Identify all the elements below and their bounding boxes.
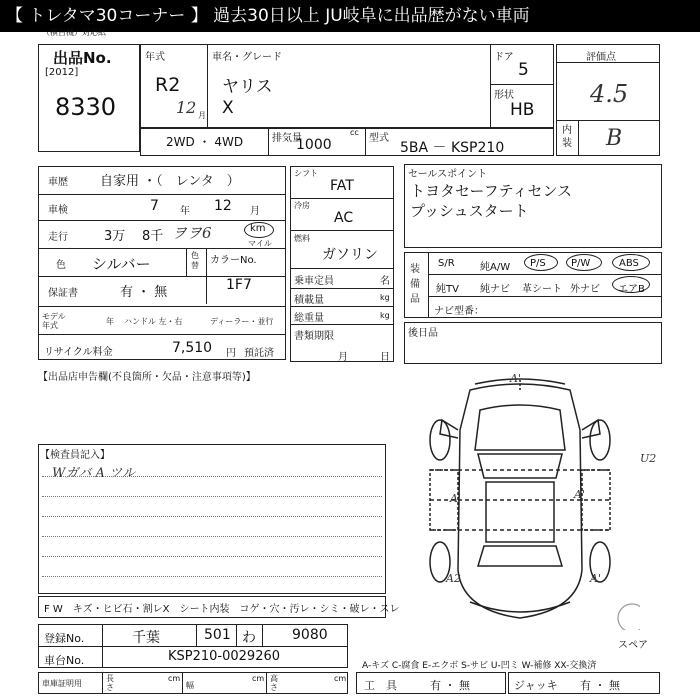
model-name: ヤリス bbox=[222, 77, 273, 97]
inspection-label: 車検 bbox=[48, 205, 68, 216]
tools-value: 有 ・ 無 bbox=[430, 679, 470, 692]
history-value: 自家用 ・（ レンタ ） bbox=[100, 174, 240, 189]
inspection-year: 7 bbox=[150, 198, 159, 214]
equip-abs: ABS bbox=[619, 258, 639, 269]
aircon-label: 冷房 bbox=[294, 201, 310, 210]
jack-value: 有 ・ 無 bbox=[580, 679, 620, 692]
model-code-label: 型式 bbox=[369, 133, 389, 144]
warranty-label: 保証書 bbox=[48, 288, 78, 299]
selling-points-label: セールスポイント bbox=[408, 169, 488, 180]
drive-type: 2WD ・ 4WD bbox=[166, 135, 244, 149]
equip-sunroof: S/R bbox=[438, 258, 455, 269]
lot-number: 8330 bbox=[55, 93, 117, 121]
chassis-value: KSP210-0029260 bbox=[168, 649, 281, 664]
inspector-label: 【検査員記入】 bbox=[40, 450, 110, 461]
warranty-value: 有 ・ 無 bbox=[120, 285, 168, 300]
declaration-label: 【出品店申告欄(不良箇所・欠品・注意事項等)】 bbox=[38, 372, 256, 383]
tools-label: 工 具 bbox=[364, 679, 397, 692]
recycle-value: 7,510 bbox=[172, 340, 213, 356]
mileage-hand: ヲヲ6 bbox=[172, 224, 212, 242]
fuel-label: 燃料 bbox=[294, 234, 310, 243]
doors-label: ドア bbox=[494, 52, 514, 63]
load-label: 積載量 bbox=[294, 295, 324, 306]
year-month: 12 bbox=[176, 98, 197, 117]
cert-length: 長さ bbox=[106, 674, 114, 692]
lot-number-box bbox=[38, 44, 140, 152]
mileage-unit-mile: マイル bbox=[248, 239, 272, 248]
docs-deadline-month: 月 bbox=[338, 352, 348, 363]
lot-stamp: [2012] bbox=[45, 67, 79, 78]
equip-pw: P/W bbox=[571, 258, 591, 269]
displacement-value: 1000 bbox=[296, 137, 332, 153]
month-unit: 月 bbox=[198, 111, 206, 120]
damage-front: A' bbox=[510, 372, 521, 385]
displacement-unit: cc bbox=[350, 128, 359, 137]
garage-cert-label: 車庫証明用 bbox=[42, 679, 82, 688]
cert-width: 幅 bbox=[186, 681, 194, 690]
capacity-label: 乗車定員 bbox=[294, 276, 334, 287]
inspector-note: Wガバ A ツル bbox=[52, 466, 136, 481]
body-type-value: HB bbox=[510, 100, 535, 120]
shift-label: シフト bbox=[294, 169, 318, 178]
color-change-label: 色替 bbox=[191, 251, 199, 270]
history-label: 車歴 bbox=[48, 177, 68, 188]
selling-point-2: プッシュスタート bbox=[410, 202, 529, 220]
registration-kana: わ bbox=[242, 630, 256, 646]
model-year-label: モデル年式 bbox=[42, 312, 66, 330]
year-label: 年式 bbox=[145, 52, 165, 63]
cert-length-unit: cm bbox=[168, 674, 181, 683]
weight-unit: kg bbox=[380, 311, 390, 320]
year-era: R2 bbox=[155, 74, 181, 96]
navi-model-label: ナビ型番： bbox=[434, 306, 484, 317]
handle-side: ハンドル 左・右 bbox=[124, 317, 183, 326]
doors-value: 5 bbox=[518, 60, 529, 80]
cert-width-unit: cm bbox=[252, 674, 265, 683]
recycle-label: リサイクル料金 bbox=[44, 347, 113, 358]
model-year-unit: 年 bbox=[106, 317, 114, 326]
equip-leather: 革シート bbox=[522, 284, 562, 295]
cert-height: 高さ bbox=[270, 674, 278, 692]
docs-deadline-day: 日 bbox=[380, 352, 390, 363]
capacity-unit: 名 bbox=[380, 276, 390, 287]
color-value: シルバー bbox=[92, 255, 151, 273]
model-grade: X bbox=[222, 98, 234, 118]
damage-left-mid: A' bbox=[450, 492, 461, 505]
weight-label: 総重量 bbox=[294, 313, 324, 324]
legend-text: F W キズ・ヒビ石・割レX シート内装 コゲ・穴・汚レ・シミ・破レ・スレ bbox=[44, 604, 400, 615]
equip-ext-navi: 外ナビ bbox=[570, 284, 600, 295]
selling-point-1: トヨタセーフティセンス bbox=[410, 182, 573, 200]
car-damage-diagram bbox=[400, 370, 640, 630]
equip-ps: P/S bbox=[530, 258, 546, 269]
damage-rear-right: A' bbox=[590, 572, 601, 585]
registration-label: 登録No. bbox=[44, 632, 85, 645]
header-banner: 【 トレタマ30コーナー 】 過去30日以上 JU岐阜に出品歴がない車両 bbox=[0, 0, 700, 32]
dealer-type: ディーラー・並行 bbox=[210, 317, 274, 326]
damage-right: U2 bbox=[640, 452, 657, 465]
model-code-value: 5BA － KSP210 bbox=[400, 140, 505, 156]
equip-aw: 純A/W bbox=[480, 262, 511, 273]
docs-deadline-label: 書類期限 bbox=[294, 331, 334, 342]
load-unit: kg bbox=[380, 293, 390, 302]
equip-airbag: エアB bbox=[618, 284, 645, 295]
cert-height-unit: cm bbox=[334, 674, 347, 683]
chassis-label: 車台No. bbox=[44, 654, 85, 667]
shift-value: FAT bbox=[330, 178, 354, 194]
equipment-label: 装備品 bbox=[410, 264, 420, 305]
aircon-value: AC bbox=[334, 210, 354, 226]
score-value: 4.5 bbox=[590, 80, 629, 108]
registration-number: 9080 bbox=[292, 627, 328, 643]
recycle-unit: 円 bbox=[226, 348, 236, 359]
fuel-value: ガソリン bbox=[322, 247, 378, 263]
equip-tv: 純TV bbox=[436, 284, 459, 295]
inspection-year-unit: 年 bbox=[180, 206, 190, 217]
jack-label: ジャッキ bbox=[514, 679, 558, 692]
score-label: 評価点 bbox=[586, 52, 616, 63]
spare-label: スペア bbox=[618, 640, 648, 651]
inspection-month-unit: 月 bbox=[250, 206, 260, 217]
interior-value: B bbox=[606, 126, 623, 151]
aftermarket-box bbox=[404, 322, 662, 364]
mileage-label: 走行 bbox=[48, 232, 68, 243]
mileage-sen: 8千 bbox=[142, 229, 164, 244]
recycle-status: 預託済 bbox=[244, 348, 274, 359]
equip-navi: 純ナビ bbox=[480, 284, 510, 295]
mileage-man: 3万 bbox=[104, 229, 126, 244]
aftermarket-label: 後日品 bbox=[408, 328, 438, 339]
form-note: （横百機）対応紙 bbox=[42, 28, 106, 37]
damage-code-legend: A-キズ C-腐食 E-エクボ S-サビ U-凹ミ W-補修 XX-交換済 bbox=[362, 661, 597, 671]
registration-pref: 千葉 bbox=[132, 630, 160, 646]
body-type-label: 形状 bbox=[494, 90, 514, 101]
lot-label: 出品No. bbox=[53, 49, 112, 67]
color-label: 色 bbox=[56, 260, 66, 271]
damage-right-mid: A' bbox=[574, 488, 585, 501]
color-code: 1F7 bbox=[226, 277, 252, 293]
inspection-month: 12 bbox=[214, 198, 232, 214]
mileage-unit-km: km bbox=[250, 223, 266, 234]
interior-label: 内装 bbox=[562, 125, 572, 149]
damage-rear-left: A2 bbox=[446, 572, 461, 585]
displacement-label: 排気量 bbox=[272, 133, 302, 144]
model-label: 車名・グレード bbox=[212, 52, 282, 63]
registration-class: 501 bbox=[204, 627, 231, 643]
color-code-label: カラーNo. bbox=[210, 255, 257, 266]
